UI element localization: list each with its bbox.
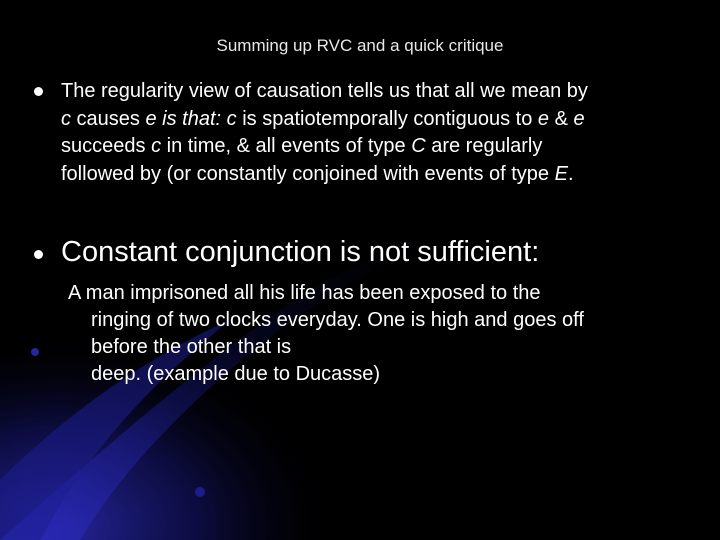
text-run: e — [573, 107, 585, 130]
text-run: e — [537, 107, 550, 130]
bullet-dot — [34, 87, 43, 96]
bullet-2-text: Constant conjunction is not sufficient: — [61, 236, 540, 268]
text-run: is spatiotemporally contiguous to — [236, 107, 538, 130]
text-run: succeeds — [61, 135, 152, 157]
bullet-1-text — [61, 78, 701, 188]
text-run: C — [411, 135, 426, 157]
text-run: & — [549, 107, 574, 130]
text-run: E — [554, 162, 568, 185]
text-run: The regularity view of causation tells us that all we mean by — [61, 80, 588, 102]
text-run: . — [567, 162, 574, 185]
sub-line: A man imprisoned all his life has been exposed to the — [68, 282, 541, 304]
text-run: in time, & all events of type — [161, 135, 412, 157]
sub-line: deep. (example due to Ducasse) — [91, 363, 381, 385]
text-run: c — [61, 107, 71, 130]
slide-title: Summing up RVC and a quick critique — [216, 36, 504, 55]
text-run: e is that: c — [145, 107, 237, 130]
sub-line: before the other that is — [91, 336, 292, 358]
text-run: followed by (or constantly conjoined with events of type — [61, 162, 555, 185]
sub-paragraph — [68, 280, 698, 388]
text-run: c — [151, 135, 162, 157]
text-run: are regularly — [425, 135, 543, 157]
bullet-dot — [34, 250, 43, 259]
text-run: causes — [71, 107, 146, 130]
sub-line: ringing of two clocks everyday. One is high and goes off — [91, 309, 584, 331]
